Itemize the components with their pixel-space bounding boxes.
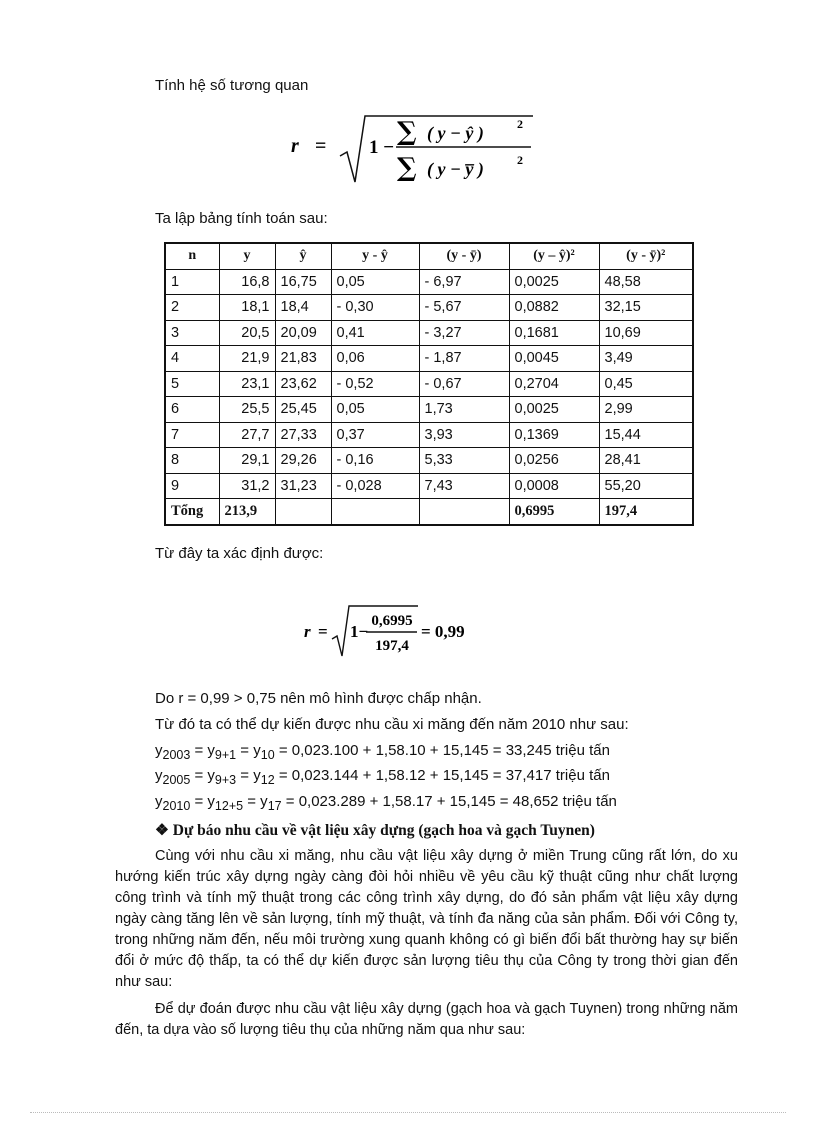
table-row bbox=[165, 371, 693, 397]
cell-diff: - 0,52 bbox=[331, 371, 419, 397]
cell-diff-sq: 0,2704 bbox=[509, 371, 599, 397]
result-denominator: 197,4 bbox=[375, 638, 409, 654]
cell-diff: - 0,30 bbox=[331, 295, 419, 321]
cell-n: 9 bbox=[165, 473, 219, 499]
formula-one-minus: 1 − bbox=[369, 137, 395, 158]
header-y-minus-ybar-sq: (y - ȳ)² bbox=[599, 243, 693, 269]
cell-diff: 0,05 bbox=[331, 397, 419, 423]
total-empty bbox=[331, 499, 419, 525]
cell-dev: 1,73 bbox=[419, 397, 509, 423]
header-n: n bbox=[165, 243, 219, 269]
numerator-exp: 2 bbox=[517, 117, 523, 131]
cell-diff: 0,37 bbox=[331, 422, 419, 448]
total-dev-sq: 197,4 bbox=[599, 499, 693, 525]
cell-y: 29,1 bbox=[219, 448, 275, 474]
paragraph-2: Để dự đoán được nhu cầu vật liệu xây dựng (gạch hoa và gạch Tuynen) trong những năm đến, ta dựa vào số lượng tiêu thụ của những năm qua như sau: bbox=[115, 1001, 738, 1038]
table-total-row bbox=[165, 499, 693, 525]
paragraph-1: Cùng với nhu cầu xi măng, nhu cầu vật liệu xây dựng ở miền Trung cũng rất lớn, do xu hướng kiến trúc xây dựng ngày càng đòi hỏi nhiều về yêu cầu kỹ thuật cũng như chất lượng công trình và tính mỹ thuật trong các công trình xây dựng, do đó sản phẩm vật liệu xây dựng ngày càng tăng lên về sản lượng, tính mỹ thuật, và tính đa năng của sản phẩm. Đối với Công ty, trong những năm đến, nếu môi trường xung quanh không có gì biến đổi bất thường hay sự biến đổi ở mức độ thấp, ta có thể dự kiến được sản lượng tiêu thụ của Công ty trong thời gian đến như sau: bbox=[115, 848, 738, 990]
section-heading-text: Dự báo nhu cầu về vật liệu xây dựng (gạch hoa và gạch Tuynen) bbox=[172, 822, 595, 839]
cell-dev-sq: 28,41 bbox=[599, 448, 693, 474]
total-label: Tổng bbox=[165, 499, 219, 525]
cell-diff-sq: 0,1369 bbox=[509, 422, 599, 448]
total-empty bbox=[275, 499, 331, 525]
page-bottom-rule bbox=[30, 1112, 786, 1113]
total-y: 213,9 bbox=[219, 499, 275, 525]
cell-y-hat: 25,45 bbox=[275, 397, 331, 423]
cell-y: 31,2 bbox=[219, 473, 275, 499]
forecast-2003: $y_{2003} = y_{9+1} = y_{10} = 0,023.100 + 1,58.10 + 15,145 = 33,245$ triệu tấn bbox=[155, 742, 610, 762]
result-numerator: 0,6995 bbox=[371, 613, 413, 629]
table-row bbox=[165, 422, 693, 448]
cell-y: 25,5 bbox=[219, 397, 275, 423]
cell-dev: - 5,67 bbox=[419, 295, 509, 321]
cell-n: 4 bbox=[165, 346, 219, 372]
cell-dev-sq: 0,45 bbox=[599, 371, 693, 397]
cell-n: 7 bbox=[165, 422, 219, 448]
cell-y: 27,7 bbox=[219, 422, 275, 448]
cell-y-hat: 29,26 bbox=[275, 448, 331, 474]
cell-y: 21,9 bbox=[219, 346, 275, 372]
cell-dev-sq: 10,69 bbox=[599, 320, 693, 346]
cell-diff: - 0,028 bbox=[331, 473, 419, 499]
forecast-2005: $y_{2005} = y_{9+3} = y_{12} = 0,023.144 + 1,58.12 + 15,145 = 37,417$ triệu tấn bbox=[155, 767, 610, 787]
result-value: = 0,99 bbox=[421, 622, 465, 641]
table-row bbox=[165, 397, 693, 423]
cell-dev-sq: 32,15 bbox=[599, 295, 693, 321]
table-row bbox=[165, 295, 693, 321]
cell-n: 1 bbox=[165, 269, 219, 295]
cell-dev-sq: 3,49 bbox=[599, 346, 693, 372]
cell-dev-sq: 2,99 bbox=[599, 397, 693, 423]
conclusion-text: Do r = 0,99 > 0,75 nên mô hình được chấp nhận. bbox=[155, 690, 482, 707]
total-empty bbox=[419, 499, 509, 525]
cell-diff: 0,41 bbox=[331, 320, 419, 346]
cell-y-hat: 18,4 bbox=[275, 295, 331, 321]
forecast-intro: Từ đó ta có thể dự kiến được nhu cầu xi măng đến năm 2010 như sau: bbox=[155, 716, 629, 733]
result-eq: = bbox=[318, 622, 328, 641]
cell-diff-sq: 0,1681 bbox=[509, 320, 599, 346]
table-row bbox=[165, 448, 693, 474]
table-row bbox=[165, 320, 693, 346]
cell-n: 6 bbox=[165, 397, 219, 423]
cell-dev-sq: 48,58 bbox=[599, 269, 693, 295]
table-header-row bbox=[165, 243, 693, 269]
diamond-bullet-icon: ❖ bbox=[155, 822, 169, 839]
sum-sign-top: ∑ bbox=[397, 117, 417, 147]
cell-diff: 0,05 bbox=[331, 269, 419, 295]
cell-n: 8 bbox=[165, 448, 219, 474]
cell-diff-sq: 0,0025 bbox=[509, 397, 599, 423]
result-formula bbox=[300, 603, 490, 659]
table-row bbox=[165, 346, 693, 372]
cell-diff: - 0,16 bbox=[331, 448, 419, 474]
forecast-2010: $y_{2010} = y_{12+5} = y_{17} = 0,023.289 + 1,58.17 + 15,145 = 48,652$ triệu tấn bbox=[155, 793, 617, 813]
cell-dev: 3,93 bbox=[419, 422, 509, 448]
cell-diff-sq: 0,0256 bbox=[509, 448, 599, 474]
cell-n: 5 bbox=[165, 371, 219, 397]
cell-n: 2 bbox=[165, 295, 219, 321]
cell-y-hat: 16,75 bbox=[275, 269, 331, 295]
table-intro: Ta lập bảng tính toán sau: bbox=[155, 210, 328, 227]
intro-title: Tính hệ số tương quan bbox=[155, 77, 309, 94]
calculation-table bbox=[164, 242, 694, 526]
cell-dev-sq: 15,44 bbox=[599, 422, 693, 448]
header-y-minus-ybar: (y - ȳ) bbox=[419, 243, 509, 269]
cell-diff: 0,06 bbox=[331, 346, 419, 372]
result-r: r bbox=[304, 622, 311, 641]
cell-dev: - 0,67 bbox=[419, 371, 509, 397]
cell-dev: 5,33 bbox=[419, 448, 509, 474]
cell-dev: 7,43 bbox=[419, 473, 509, 499]
cell-y: 18,1 bbox=[219, 295, 275, 321]
cell-y: 20,5 bbox=[219, 320, 275, 346]
header-y-minus-yhat-sq: (y – ŷ)² bbox=[509, 243, 599, 269]
cell-n: 3 bbox=[165, 320, 219, 346]
cell-diff-sq: 0,0882 bbox=[509, 295, 599, 321]
denominator-term: ( y − y̅ ) bbox=[427, 159, 484, 179]
header-y-minus-yhat: y - ŷ bbox=[331, 243, 419, 269]
cell-dev: - 1,87 bbox=[419, 346, 509, 372]
total-diff-sq: 0,6995 bbox=[509, 499, 599, 525]
after-table-text: Từ đây ta xác định được: bbox=[155, 545, 324, 562]
cell-dev: - 6,97 bbox=[419, 269, 509, 295]
cell-y-hat: 31,23 bbox=[275, 473, 331, 499]
cell-y: 23,1 bbox=[219, 371, 275, 397]
denominator-exp: 2 bbox=[517, 153, 523, 167]
correlation-formula bbox=[285, 108, 545, 188]
cell-y-hat: 23,62 bbox=[275, 371, 331, 397]
cell-y-hat: 27,33 bbox=[275, 422, 331, 448]
cell-y-hat: 21,83 bbox=[275, 346, 331, 372]
cell-dev: - 3,27 bbox=[419, 320, 509, 346]
formula-eq: = bbox=[315, 135, 327, 157]
cell-diff-sq: 0,0025 bbox=[509, 269, 599, 295]
header-y-hat: ŷ bbox=[275, 243, 331, 269]
header-y: y bbox=[219, 243, 275, 269]
cell-diff-sq: 0,0045 bbox=[509, 346, 599, 372]
table-row bbox=[165, 473, 693, 499]
cell-diff-sq: 0,0008 bbox=[509, 473, 599, 499]
cell-dev-sq: 55,20 bbox=[599, 473, 693, 499]
cell-y: 16,8 bbox=[219, 269, 275, 295]
table-row bbox=[165, 269, 693, 295]
result-one-minus: 1− bbox=[350, 622, 369, 641]
section-heading bbox=[155, 821, 595, 840]
sum-sign-bottom: ∑ bbox=[397, 153, 417, 183]
numerator-term: ( y − ŷ ) bbox=[427, 123, 484, 143]
cell-y-hat: 20,09 bbox=[275, 320, 331, 346]
formula-r: r bbox=[291, 135, 299, 157]
